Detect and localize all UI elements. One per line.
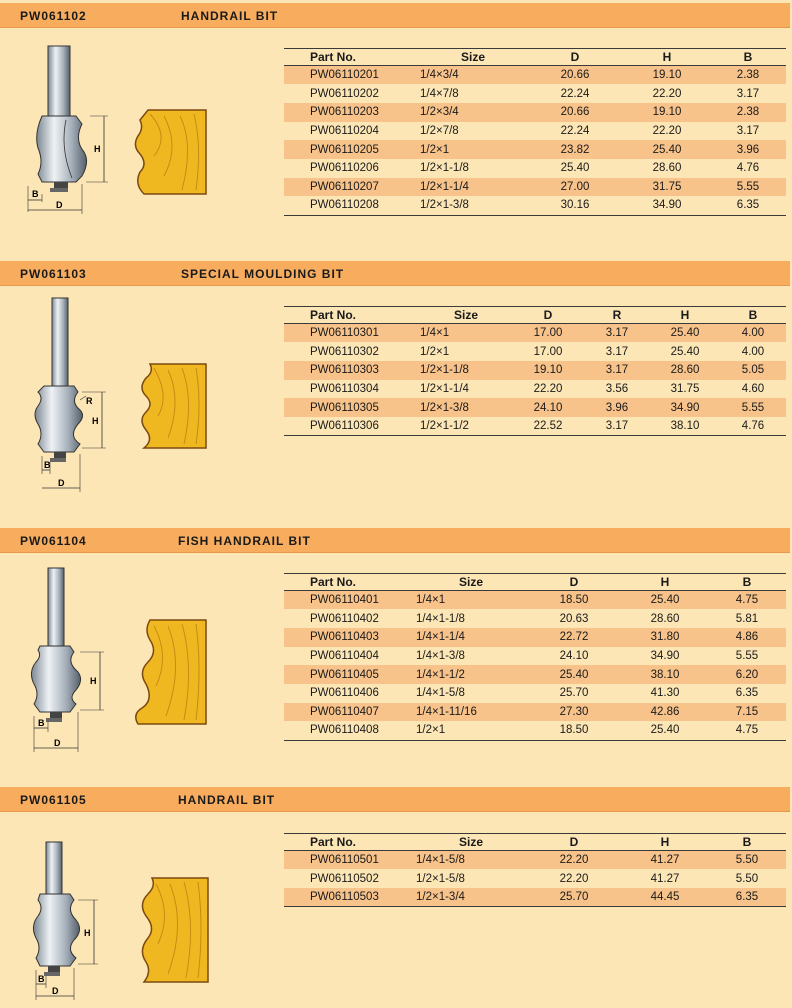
dimension-b-label: B xyxy=(38,718,45,728)
value-cell: 3.17 xyxy=(605,364,629,377)
size-cell: 1/2×1-3/8 xyxy=(420,196,526,215)
value-cell: 4.86 xyxy=(735,631,759,644)
dimension-h-label: H xyxy=(84,928,91,938)
value-cell: 22.52 xyxy=(512,417,584,436)
value-cell: 44.45 xyxy=(622,888,708,907)
value-cell: 19.10 xyxy=(533,364,563,377)
column-header: Size xyxy=(420,307,512,324)
table-row xyxy=(284,140,786,159)
value-cell: 6.20 xyxy=(735,668,759,681)
value-cell: 5.55 xyxy=(736,180,760,193)
size-cell: 1/4×1 xyxy=(420,327,450,340)
value-cell: 4.60 xyxy=(741,382,765,395)
value-cell: 22.72 xyxy=(559,631,589,644)
value-cell: 19.10 xyxy=(652,106,682,119)
value-cell: 18.50 xyxy=(559,594,589,607)
table-row xyxy=(284,66,786,85)
product-code: PW061102 xyxy=(20,9,87,23)
value-cell: 22.24 xyxy=(560,124,590,137)
size-cell: 1/2×1-1/8 xyxy=(420,162,469,175)
table-row xyxy=(284,178,786,197)
table-row xyxy=(284,665,786,684)
value-cell: 27.30 xyxy=(559,705,589,718)
column-header: B xyxy=(708,834,786,851)
value-cell: 28.60 xyxy=(650,612,680,625)
part-number-cell: PW06110403 xyxy=(310,631,379,644)
table-row xyxy=(284,122,786,141)
part-number-cell: PW06110408 xyxy=(284,721,416,740)
value-cell: 27.00 xyxy=(560,180,590,193)
size-cell: 1/4×7/8 xyxy=(420,87,459,100)
part-number-cell: PW06110503 xyxy=(284,888,416,907)
value-cell: 7.15 xyxy=(735,705,759,718)
router-bit-diagram xyxy=(18,566,118,756)
value-cell: 5.50 xyxy=(735,854,759,867)
part-number-cell: PW06110402 xyxy=(310,612,379,625)
value-cell: 22.20 xyxy=(652,87,682,100)
value-cell: 25.40 xyxy=(670,345,700,358)
size-cell: 1/2×1-3/8 xyxy=(420,401,469,414)
column-header: Part No. xyxy=(284,307,420,324)
value-cell: 2.38 xyxy=(736,69,760,82)
value-cell: 3.17 xyxy=(584,417,650,436)
size-cell: 1/2×3/4 xyxy=(420,106,459,119)
value-cell: 38.10 xyxy=(650,417,720,436)
table-row xyxy=(284,417,786,436)
value-cell: 28.60 xyxy=(652,162,682,175)
column-header: Part No. xyxy=(284,574,416,591)
table-row xyxy=(284,591,786,610)
table-row xyxy=(284,103,786,122)
value-cell: 4.00 xyxy=(741,345,765,358)
part-number-cell: PW06110304 xyxy=(310,382,379,395)
column-header: R xyxy=(584,307,650,324)
dimension-b-label: B xyxy=(38,974,45,984)
value-cell: 3.96 xyxy=(736,143,760,156)
value-cell: 18.50 xyxy=(526,721,622,740)
value-cell: 25.70 xyxy=(526,888,622,907)
table-row xyxy=(284,159,786,178)
router-bit-diagram xyxy=(22,836,114,1004)
product-code: PW061105 xyxy=(20,793,87,807)
value-cell: 34.90 xyxy=(650,649,680,662)
column-header: H xyxy=(622,834,708,851)
value-cell: 41.27 xyxy=(650,872,680,885)
value-cell: 4.76 xyxy=(736,162,760,175)
column-header: D xyxy=(512,307,584,324)
table-row xyxy=(284,888,786,907)
dimension-d-label: D xyxy=(58,478,65,488)
size-cell: 1/4×1-1/4 xyxy=(416,631,465,644)
part-number-cell: PW06110305 xyxy=(310,401,379,414)
size-cell: 1/4×1-11/16 xyxy=(416,705,477,718)
size-cell: 1/2×1-1/8 xyxy=(420,364,469,377)
value-cell: 5.55 xyxy=(735,649,759,662)
part-number-cell: PW06110208 xyxy=(284,196,420,215)
part-number-cell: PW06110205 xyxy=(310,143,379,156)
table-row xyxy=(284,684,786,703)
column-header: H xyxy=(650,307,720,324)
dimension-h-label: H xyxy=(90,676,97,686)
spec-table xyxy=(284,48,786,216)
table-row xyxy=(284,721,786,740)
product-name: SPECIAL MOULDING BIT xyxy=(181,267,345,281)
value-cell: 5.81 xyxy=(735,612,759,625)
table-row xyxy=(284,628,786,647)
spec-table xyxy=(284,306,786,436)
value-cell: 41.27 xyxy=(650,854,680,867)
value-cell: 19.10 xyxy=(652,69,682,82)
table-header-row xyxy=(284,574,786,591)
part-number-cell: PW06110501 xyxy=(310,854,379,867)
value-cell: 24.10 xyxy=(533,401,563,414)
value-cell: 42.86 xyxy=(650,705,680,718)
wood-profile-illustration xyxy=(130,874,212,986)
value-cell: 41.30 xyxy=(650,687,680,700)
value-cell: 4.76 xyxy=(720,417,786,436)
value-cell: 34.90 xyxy=(670,401,700,414)
column-header: H xyxy=(624,49,710,66)
size-cell: 1/2×1-1/4 xyxy=(420,180,469,193)
part-number-cell: PW06110203 xyxy=(310,106,379,119)
product-name: HANDRAIL BIT xyxy=(181,9,279,23)
column-header: Size xyxy=(416,574,526,591)
value-cell: 25.40 xyxy=(560,162,590,175)
part-number-cell: PW06110404 xyxy=(310,649,379,662)
part-number-cell: PW06110204 xyxy=(310,124,379,137)
part-number-cell: PW06110405 xyxy=(310,668,379,681)
value-cell: 25.40 xyxy=(559,668,589,681)
wood-profile-illustration xyxy=(130,106,212,196)
value-cell: 4.75 xyxy=(708,721,786,740)
value-cell: 34.90 xyxy=(624,196,710,215)
column-header: B xyxy=(720,307,786,324)
dimension-h-label: H xyxy=(92,416,99,426)
value-cell: 25.40 xyxy=(650,594,680,607)
value-cell: 25.40 xyxy=(622,721,708,740)
value-cell: 20.66 xyxy=(560,106,590,119)
column-header: D xyxy=(526,574,622,591)
value-cell: 5.05 xyxy=(741,364,765,377)
part-number-cell: PW06110306 xyxy=(284,417,420,436)
column-header: Part No. xyxy=(284,49,420,66)
product-code: PW061103 xyxy=(20,267,87,281)
value-cell: 3.17 xyxy=(736,87,760,100)
table-row xyxy=(284,84,786,103)
table-row xyxy=(284,324,786,343)
spec-table xyxy=(284,833,786,907)
value-cell: 22.20 xyxy=(533,382,563,395)
part-number-cell: PW06110303 xyxy=(310,364,379,377)
column-header: Size xyxy=(416,834,526,851)
section-header-bar xyxy=(0,3,790,28)
value-cell: 25.40 xyxy=(652,143,682,156)
size-cell: 1/4×1-3/8 xyxy=(416,649,465,662)
dimension-h-label: H xyxy=(94,144,101,154)
size-cell: 1/2×7/8 xyxy=(420,124,459,137)
value-cell: 3.96 xyxy=(605,401,629,414)
router-bit-diagram xyxy=(20,296,120,492)
column-header: H xyxy=(622,574,708,591)
size-cell: 1/4×1-1/2 xyxy=(416,668,465,681)
part-number-cell: PW06110301 xyxy=(310,327,379,340)
part-number-cell: PW06110207 xyxy=(310,180,379,193)
part-number-cell: PW06110407 xyxy=(310,705,379,718)
value-cell: 3.17 xyxy=(736,124,760,137)
value-cell: 25.70 xyxy=(559,687,589,700)
part-number-cell: PW06110302 xyxy=(310,345,379,358)
table-row xyxy=(284,342,786,361)
table-row xyxy=(284,609,786,628)
product-code: PW061104 xyxy=(20,534,87,548)
value-cell: 3.17 xyxy=(605,345,629,358)
value-cell: 30.16 xyxy=(526,196,624,215)
column-header: B xyxy=(708,574,786,591)
size-cell: 1/2×1-1/2 xyxy=(420,417,512,436)
value-cell: 38.10 xyxy=(650,668,680,681)
value-cell: 6.35 xyxy=(735,687,759,700)
value-cell: 31.75 xyxy=(670,382,700,395)
size-cell: 1/2×1-1/4 xyxy=(420,382,469,395)
table-row xyxy=(284,703,786,722)
dimension-d-label: D xyxy=(52,986,59,996)
size-cell: 1/2×1 xyxy=(420,345,450,358)
part-number-cell: PW06110202 xyxy=(310,87,379,100)
size-cell: 1/4×1 xyxy=(416,594,446,607)
column-header: D xyxy=(526,49,624,66)
value-cell: 20.66 xyxy=(560,69,590,82)
router-bit-diagram xyxy=(20,44,120,216)
value-cell: 3.56 xyxy=(605,382,629,395)
size-cell: 1/4×1-5/8 xyxy=(416,687,465,700)
column-header: Part No. xyxy=(284,834,416,851)
table-row xyxy=(284,380,786,399)
section-header-bar xyxy=(0,261,790,286)
product-name: HANDRAIL BIT xyxy=(178,793,276,807)
section-header-bar xyxy=(0,528,790,553)
table-header-row xyxy=(284,49,786,66)
value-cell: 2.38 xyxy=(736,106,760,119)
value-cell: 5.50 xyxy=(735,872,759,885)
size-cell: 1/4×3/4 xyxy=(420,69,459,82)
section-header-bar xyxy=(0,787,790,812)
dimension-r-label: R xyxy=(86,396,93,406)
value-cell: 3.17 xyxy=(605,327,629,340)
size-cell: 1/4×1-1/8 xyxy=(416,612,465,625)
dimension-b-label: B xyxy=(32,189,39,199)
value-cell: 22.24 xyxy=(560,87,590,100)
table-header-row xyxy=(284,307,786,324)
size-cell: 1/2×1-5/8 xyxy=(416,872,465,885)
table-row xyxy=(284,647,786,666)
size-cell: 1/2×1-3/4 xyxy=(416,888,526,907)
table-row xyxy=(284,361,786,380)
value-cell: 4.00 xyxy=(741,327,765,340)
value-cell: 22.20 xyxy=(559,872,589,885)
value-cell: 5.55 xyxy=(741,401,765,414)
table-row xyxy=(284,398,786,417)
value-cell: 31.75 xyxy=(652,180,682,193)
wood-profile-illustration xyxy=(128,616,210,728)
value-cell: 6.35 xyxy=(708,888,786,907)
product-name: FISH HANDRAIL BIT xyxy=(178,534,311,548)
dimension-d-label: D xyxy=(56,200,63,210)
part-number-cell: PW06110502 xyxy=(310,872,379,885)
value-cell: 23.82 xyxy=(560,143,590,156)
value-cell: 28.60 xyxy=(670,364,700,377)
table-row xyxy=(284,851,786,870)
value-cell: 22.20 xyxy=(652,124,682,137)
table-header-row xyxy=(284,834,786,851)
table-row xyxy=(284,196,786,215)
value-cell: 6.35 xyxy=(710,196,786,215)
table-row xyxy=(284,869,786,888)
dimension-d-label: D xyxy=(54,738,61,748)
size-cell: 1/2×1 xyxy=(420,143,450,156)
value-cell: 22.20 xyxy=(559,854,589,867)
value-cell: 24.10 xyxy=(559,649,589,662)
spec-table xyxy=(284,573,786,741)
column-header: B xyxy=(710,49,786,66)
dimension-b-label: B xyxy=(44,460,51,470)
value-cell: 31.80 xyxy=(650,631,680,644)
column-header: D xyxy=(526,834,622,851)
value-cell: 17.00 xyxy=(533,345,563,358)
part-number-cell: PW06110201 xyxy=(310,69,379,82)
part-number-cell: PW06110401 xyxy=(310,594,379,607)
part-number-cell: PW06110206 xyxy=(310,162,379,175)
value-cell: 20.63 xyxy=(559,612,589,625)
wood-profile-illustration xyxy=(132,360,210,450)
column-header: Size xyxy=(420,49,526,66)
value-cell: 17.00 xyxy=(533,327,563,340)
size-cell: 1/4×1-5/8 xyxy=(416,854,465,867)
value-cell: 25.40 xyxy=(670,327,700,340)
size-cell: 1/2×1 xyxy=(416,721,526,740)
part-number-cell: PW06110406 xyxy=(310,687,379,700)
value-cell: 4.75 xyxy=(735,594,759,607)
